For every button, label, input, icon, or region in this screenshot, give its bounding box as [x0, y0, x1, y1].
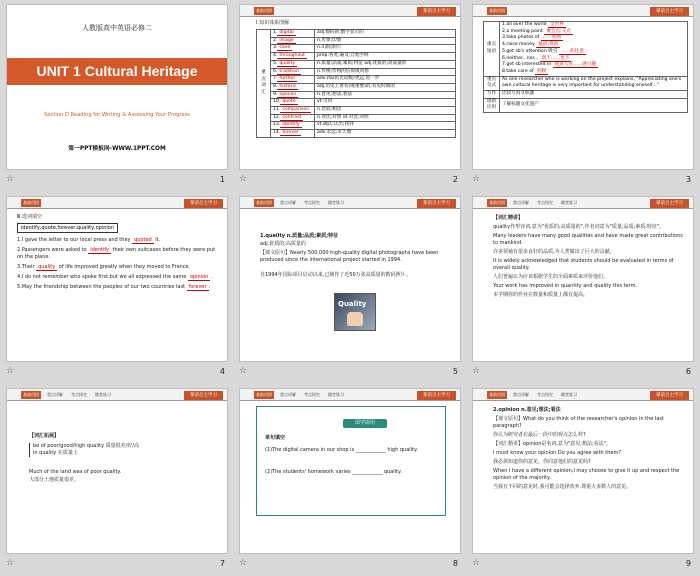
- vocab-definition: adv.永远;永久地: [315, 130, 456, 138]
- fill-item: [17, 247, 222, 261]
- slide-topbar: [240, 197, 460, 209]
- vocab-row: [257, 122, 456, 130]
- explanation-line: 【课文原句】What do you think of the researcher's opinion in the last paragraph?: [493, 416, 664, 429]
- thumbnail-8[interactable]: [233, 384, 466, 576]
- vocab-word: [271, 68, 315, 76]
- side-label: 重点词汇: [257, 30, 271, 138]
- vocab-index: 10.: [273, 99, 281, 105]
- phrase-text: 1.all over the world: [502, 22, 549, 27]
- explanation-lines: [493, 416, 683, 493]
- tab: 重点讲解: [513, 200, 529, 205]
- fill-item: [17, 274, 222, 281]
- tab: 重点讲解: [47, 392, 63, 397]
- tab: 基础巩固: [23, 200, 39, 205]
- star-icon: ☆: [472, 558, 481, 568]
- slide-8[interactable]: [239, 388, 461, 554]
- badge: 课前自主学习: [184, 199, 223, 208]
- vocab-term: forever: [282, 130, 299, 136]
- question-2: (2)The students' homework varies ____________ quality.: [265, 469, 402, 475]
- star-icon: ☆: [472, 366, 481, 376]
- word-head: 1.quality n.质量;品质;素质;特征: [260, 233, 339, 239]
- translation: 自1994年国际项目启动以来,已制作了近50万张高质量的数码照片。: [260, 272, 411, 278]
- item-text: of life improved greatly when they moved to France.: [57, 264, 191, 270]
- vocab-index: 7.: [273, 76, 278, 82]
- word-box: identify,quote,forever,quality,opinion: [17, 223, 118, 233]
- vocab-definition: vt.引用: [315, 99, 456, 107]
- vocab-index: 8.: [273, 83, 278, 89]
- vocab-index: 2.: [273, 37, 278, 43]
- phrase-item: [502, 42, 685, 49]
- tab: 重点讲解: [280, 392, 296, 397]
- star-icon: ☆: [6, 174, 15, 184]
- sentence-label: 重点句式: [484, 76, 500, 90]
- subtitle: 人教版高中英语必修二: [82, 24, 152, 32]
- vocab-word: [271, 60, 315, 68]
- heading: Ⅰ.知识体系图解: [256, 20, 290, 26]
- phrase-text: 6.neither...nor...: [502, 55, 540, 61]
- item-text: .: [210, 274, 212, 280]
- vocab-word: [271, 45, 315, 53]
- quote-text: Nearly 500,000 high-quality digital photographs have been produced since the international project started in 1994.: [260, 250, 439, 263]
- vocab-definition: n.比较;相比: [315, 107, 456, 115]
- question-1: (1)The digital camera in our shop is ____________ high quality.: [265, 447, 418, 453]
- tab: 随堂练习: [328, 392, 344, 397]
- slide-topbar: [473, 197, 693, 209]
- phrase-item: [502, 22, 685, 29]
- phrase-item: [502, 49, 685, 56]
- explanation-lines: [493, 224, 683, 301]
- slide-6[interactable]: [472, 196, 694, 362]
- extension-brace: [29, 443, 139, 457]
- phrase-text: 2.a meeting point: [502, 28, 545, 34]
- image-label: Quality: [338, 300, 367, 308]
- thumbnail-3[interactable]: [466, 0, 699, 192]
- phrase-answer: ……的注意: [560, 48, 584, 54]
- thumbs-up-icon: [347, 312, 363, 326]
- phrase-label: 重点短语: [484, 22, 500, 77]
- tab: 基础巩固: [23, 392, 39, 397]
- vocab-word: [271, 114, 315, 122]
- badge: 课前自主学习: [184, 391, 223, 400]
- vocab-term: further: [279, 76, 296, 82]
- writing-label: 写作: [484, 91, 500, 99]
- vocab-term: image: [279, 37, 294, 43]
- vocab-term: tradition: [279, 68, 299, 74]
- vocab-row: [257, 83, 456, 91]
- slide-4[interactable]: [6, 196, 228, 362]
- explanation-line: 【词汇精讲】opinion是名词,意为"意见;想法;看法"。: [493, 441, 611, 447]
- tab: 基础巩固: [256, 392, 272, 397]
- vocab-term: comparison: [282, 107, 310, 113]
- badge: 课前自主学习: [417, 391, 456, 400]
- vocab-term: historic: [279, 83, 297, 89]
- tab: 考点探究: [71, 392, 87, 397]
- star-icon: ☆: [239, 174, 248, 184]
- badge: 课前自主学习: [650, 199, 689, 208]
- star-icon: ☆: [239, 366, 248, 376]
- fill-item: [17, 264, 222, 271]
- thumbnail-6[interactable]: [466, 192, 699, 384]
- vocab-definition: n.山洞;洞穴: [315, 45, 456, 53]
- goal-label: 创新应用: [484, 98, 500, 112]
- tab: 重点讲解: [280, 200, 296, 205]
- vocab-row: [257, 68, 456, 76]
- item-text: it.: [153, 237, 161, 243]
- explanation-line: 本学期你的作业在数量和质量上都有提高。: [493, 292, 589, 298]
- vocab-index: 3.: [273, 45, 278, 51]
- phrase-text: 7.get sb interested in: [502, 62, 553, 68]
- explanation-line: 你认为研究者在最后一段中的观点怎么样?: [493, 432, 586, 438]
- phrase-text: 4.raise money: [502, 42, 537, 48]
- website-text: 第一PPT模板网-WWW.1PPT.COM: [68, 146, 166, 152]
- tab: 基础巩固: [256, 200, 272, 205]
- vocab-term: throughout: [279, 53, 305, 59]
- thumbnail-5[interactable]: [233, 192, 466, 384]
- quote: [260, 250, 440, 264]
- badge: 课前自主学习: [417, 7, 456, 16]
- vocab-definition: n.传统;传统的信仰或风俗: [315, 68, 456, 76]
- vocab-term: opinion: [279, 91, 297, 97]
- star-icon: ☆: [472, 174, 481, 184]
- slide-7[interactable]: [6, 388, 228, 554]
- thumbnail-4[interactable]: [0, 192, 233, 384]
- explanation-line: Your work has improved in quantity and quality this term.: [493, 283, 638, 289]
- vocab-term: cave: [279, 45, 291, 51]
- vocab-definition: adj.历史上著名(或重要)的;有史时期的: [315, 83, 456, 91]
- vocab-row: [257, 37, 456, 45]
- fill-item: [17, 284, 222, 291]
- vocab-word: [271, 53, 315, 61]
- phrase-answer: 募捐;筹款: [538, 42, 559, 48]
- tab: 基础巩固: [489, 8, 505, 13]
- explanation-line: quality作形容词,意为"优质的;高质量的",作名词意为"质量;品质;素质;特征"。: [493, 224, 665, 230]
- vocab-word: [271, 91, 315, 99]
- tab: 随堂练习: [561, 200, 577, 205]
- slide-number: 2: [452, 175, 458, 184]
- slide-9[interactable]: [472, 388, 694, 554]
- vocab-definition: n.形象;印象: [315, 37, 456, 45]
- label: 【词汇精讲】: [493, 215, 524, 221]
- vocab-row: [257, 107, 456, 115]
- slide-number: 8: [452, 559, 458, 568]
- tab: 考点探究: [304, 200, 320, 205]
- vocab-row: [257, 30, 456, 38]
- slide-number: 4: [219, 367, 225, 376]
- phrase-item: [502, 62, 685, 69]
- writing-text: 比较写真文标题: [500, 91, 688, 99]
- tab: 重点讲解: [513, 392, 529, 397]
- vocab-table: [256, 29, 456, 138]
- item-text: 2.Passengers were asked to: [17, 247, 89, 253]
- item-answer: quality: [38, 264, 56, 270]
- tab: 随堂练习: [95, 392, 111, 397]
- item-text: 3.Their: [17, 264, 37, 270]
- tab: 考点探究: [537, 392, 553, 397]
- item-text: .: [208, 284, 211, 290]
- vocab-word: [271, 37, 315, 45]
- goal-text: 了解标题文化遗产: [500, 98, 688, 112]
- vocab-definition: adv.(far的比较级)更远;进一步: [315, 76, 456, 84]
- vocab-row: [257, 53, 456, 61]
- vocab-index: 4.: [273, 53, 278, 59]
- explanation-line: 当我有不同的意见时,我可能会选择放弃,尊重大多数人的意见。: [493, 484, 632, 490]
- tab: 基础巩固: [489, 392, 505, 397]
- item-answer: forever: [188, 284, 207, 290]
- item-text: 4.I do not remember who spoke first,but we all expressed the same: [17, 274, 188, 280]
- example-cn: 大部分土地质量很差。: [29, 477, 80, 483]
- vocab-term: contrast: [282, 114, 302, 120]
- explanation-line: Many leaders have many good qualities and have made great contributions to mankind.: [493, 233, 683, 246]
- label: 【词汇拓展】: [29, 433, 60, 439]
- slide-topbar: [7, 389, 227, 401]
- vocab-definition: n.对比;对照 vt.对比;对照: [315, 114, 456, 122]
- practice-title: 即学即用: [343, 419, 387, 428]
- vocab-word: [271, 99, 315, 107]
- slide-5[interactable]: [239, 196, 461, 362]
- practice-panel: [256, 406, 446, 516]
- item-text: 1.I gave the letter to our local press and they: [17, 237, 133, 243]
- vocab-row: [257, 76, 456, 84]
- vocab-term: quality: [279, 60, 296, 66]
- vocab-definition: n.质量;品质;素质;特征 adj.优质的;高质量的: [315, 60, 456, 68]
- vocab-index: 11.: [273, 107, 281, 113]
- vocab-index: 14.: [273, 130, 281, 136]
- example: Much of the land was of poor quality.: [29, 469, 122, 475]
- slide-number: 3: [685, 175, 691, 184]
- slide-3[interactable]: [472, 4, 694, 170]
- phrase-answer: ……拍照: [542, 35, 562, 41]
- item-text: their own suitcases before they were put on the plane.: [17, 247, 216, 260]
- vocab-term: quote: [282, 99, 296, 105]
- heading: Ⅲ.选词填空: [17, 214, 43, 220]
- phrase-answer: 全世界: [550, 22, 564, 27]
- slide-1[interactable]: [6, 4, 228, 170]
- extension-1: be of poor/good/high quality 质量很差/好/高: [33, 443, 139, 449]
- slide-2[interactable]: [239, 4, 461, 170]
- vocab-word: [271, 130, 315, 138]
- slide-topbar: [473, 389, 693, 401]
- vocab-row: [257, 91, 456, 99]
- vocab-word: [271, 107, 315, 115]
- slide-topbar: [240, 5, 460, 17]
- thumbnail-2[interactable]: [233, 0, 466, 192]
- explanation-line: I must know your opinion.Do you agree with them?: [493, 450, 622, 456]
- tab: 考点探究: [537, 200, 553, 205]
- word-head: 2.opinion n.意见;想法;看法: [493, 407, 561, 413]
- thumbnail-7[interactable]: [0, 384, 233, 576]
- phrase-item: [502, 69, 685, 76]
- vocab-definition: vt.确认;认出;找到: [315, 122, 456, 130]
- quote-label: 【课文原句】: [260, 250, 291, 256]
- badge: 课前自主学习: [417, 199, 456, 208]
- phrase-text: 3.take photos of: [502, 35, 541, 41]
- vocab-index: 1.: [273, 30, 278, 35]
- thumbnail-1[interactable]: [0, 0, 233, 192]
- vocab-index: 6.: [273, 68, 278, 74]
- quality-image: [334, 293, 376, 331]
- word-head-2: adj.优质的;高质量的: [260, 241, 306, 247]
- phrase-text: 5.get sb's attention 吸引: [502, 48, 559, 54]
- extension-2: in quality 在质量上: [33, 450, 78, 456]
- vocab-row: [257, 99, 456, 107]
- explanation-line: When I have a different opinion,I may choose to give it up and respect the opinion of the majority.: [493, 468, 680, 481]
- vocab-word: [271, 30, 315, 38]
- exercise-title: 单句填空: [265, 435, 286, 441]
- explanation-line: It is widely acknowledged that students should be evaluated in terms of overall quality.: [493, 258, 674, 271]
- fill-items: [17, 237, 222, 294]
- slide-topbar: [7, 197, 227, 209]
- vocab-row: [257, 60, 456, 68]
- slide-number: 6: [685, 367, 691, 376]
- vocab-row: [257, 130, 456, 138]
- phrase-text: 8.take care of: [502, 68, 536, 74]
- slide-number: 1: [219, 175, 225, 184]
- fill-item: [17, 237, 222, 244]
- vocab-term: digital: [279, 30, 294, 35]
- thumbnail-9[interactable]: [466, 384, 699, 576]
- vocab-definition: prep.各处;遍及;自始至终: [315, 53, 456, 61]
- slide-topbar: [240, 389, 460, 401]
- item-answer: opinion: [189, 274, 209, 280]
- vocab-index: 13.: [273, 122, 281, 128]
- phrase-list: [500, 22, 688, 77]
- explanation-line: 人们普遍认为应该根据学生的全面素质来评价他们。: [493, 274, 609, 280]
- sentence-text: As one researcher who is working on the project explains, "Appreciating one's own cultural heritage is very important for understanding oneself...": [500, 76, 688, 90]
- vocab-definition: n.意见;想法;看法: [315, 91, 456, 99]
- phrase-table: [483, 21, 688, 113]
- vocab-index: 5.: [273, 60, 278, 66]
- phrase-answer: 照顾: [537, 68, 547, 74]
- star-icon: ☆: [239, 558, 248, 568]
- tab: 基础巩固: [256, 8, 272, 13]
- title-band: UNIT 1 Cultural Heritage: [7, 58, 227, 85]
- item-answer: identify: [90, 247, 109, 253]
- explanation-line: 许多领袖有很多良好的品质,为人类做出了巨大的贡献。: [493, 249, 615, 255]
- star-icon: ☆: [6, 558, 15, 568]
- phrase-answer: 既不……也不: [541, 55, 570, 61]
- vocab-term: identify: [282, 122, 300, 128]
- vocab-word: [271, 83, 315, 91]
- vocab-definition: adj.数码的;数字显示的: [315, 30, 456, 38]
- tab: 基础巩固: [489, 200, 505, 205]
- phrase-answer: 使某人对……感兴趣: [554, 62, 596, 68]
- section-text: Section D Reading for Writing & Assessing Your Progress: [43, 112, 190, 118]
- star-icon: ☆: [6, 366, 15, 376]
- badge: 课前自主学习: [650, 391, 689, 400]
- slide-number: 7: [219, 559, 225, 568]
- vocab-row: [257, 114, 456, 122]
- tab: 考点探究: [304, 392, 320, 397]
- explanation-line: 我必须知道你的意见。你同意他们的意见吗?: [493, 459, 591, 465]
- slide-number: 9: [685, 559, 691, 568]
- vocab-index: 9.: [273, 91, 278, 97]
- vocab-index: 12.: [273, 114, 281, 120]
- item-text: 5.May the friendship between the peoples of our two countries last: [17, 284, 187, 290]
- slide-topbar: [473, 5, 693, 17]
- tab: 随堂练习: [561, 392, 577, 397]
- item-answer: quoted: [134, 237, 152, 243]
- vocab-word: [271, 76, 315, 84]
- vocab-row: [257, 45, 456, 53]
- tab: 随堂练习: [328, 200, 344, 205]
- phrase-answer: 聚会点;交点: [546, 28, 571, 34]
- slide-number: 5: [452, 367, 458, 376]
- vocab-word: [271, 122, 315, 130]
- badge: 课前自主学习: [650, 7, 689, 16]
